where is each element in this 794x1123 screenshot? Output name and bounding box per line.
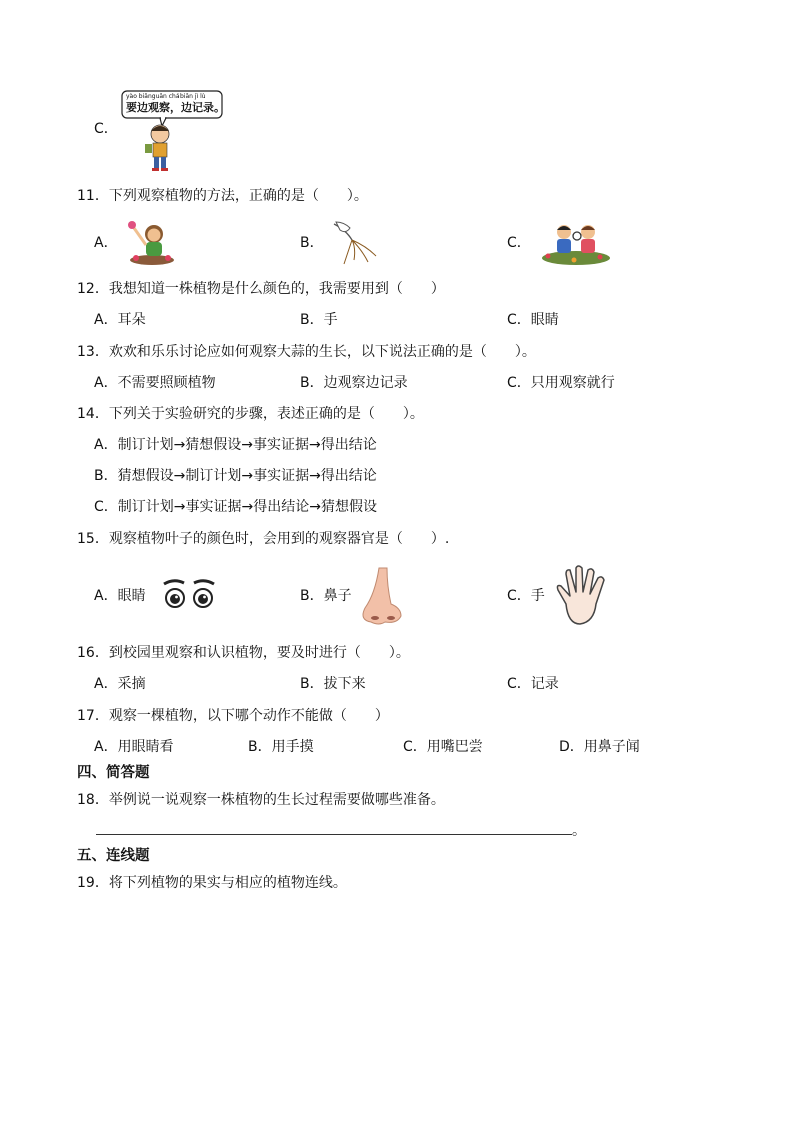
q11-option-b[interactable]: B． bbox=[300, 235, 324, 251]
q12-option-a[interactable]: A．耳朵 bbox=[94, 312, 146, 328]
q17-option-c[interactable]: C．用嘴巴尝 bbox=[403, 739, 483, 755]
q12-option-b[interactable]: B．手 bbox=[300, 312, 338, 328]
bubble-text: 要边观察，边记录。 bbox=[126, 101, 225, 114]
q15-stem: 15．观察植物叶子的颜色时，会用到的观察器官是（ ）. bbox=[77, 531, 450, 547]
q15-option-c[interactable]: C．手 bbox=[507, 588, 545, 604]
nose-figure bbox=[357, 566, 407, 632]
q13-option-a[interactable]: A．不需要照顾植物 bbox=[94, 375, 216, 391]
hand-pulling-plant-figure bbox=[326, 220, 382, 266]
q15-option-b[interactable]: B．鼻子 bbox=[300, 588, 352, 604]
q11-option-c[interactable]: C． bbox=[507, 235, 531, 251]
child-picking-flower-figure bbox=[124, 218, 178, 266]
q10-option-c-label[interactable]: C． bbox=[94, 121, 118, 137]
q11-option-a[interactable]: A． bbox=[94, 235, 118, 251]
q17-option-b[interactable]: B．用手摸 bbox=[248, 739, 314, 755]
q17-option-a[interactable]: A．用眼睛看 bbox=[94, 739, 174, 755]
bubble-pinyin-2: biān jì lù bbox=[180, 93, 206, 100]
q18-end-mark: 。 bbox=[572, 823, 586, 839]
q15-option-a[interactable]: A．眼睛 bbox=[94, 588, 146, 604]
q16-stem: 16．到校园里观察和认识植物，要及时进行（ ）。 bbox=[77, 645, 410, 661]
q19-stem: 19．将下列植物的果实与相应的植物连线。 bbox=[77, 875, 347, 891]
q14-option-b[interactable]: B．猜想假设→制订计划→事实证据→得出结论 bbox=[94, 468, 377, 484]
q12-option-c[interactable]: C．眼睛 bbox=[507, 312, 559, 328]
eyes-figure bbox=[162, 578, 218, 612]
q16-option-a[interactable]: A．采摘 bbox=[94, 676, 146, 692]
hand-figure bbox=[552, 564, 612, 630]
q14-option-c[interactable]: C．制订计划→事实证据→得出结论→猜想假设 bbox=[94, 499, 377, 515]
q17-option-d[interactable]: D．用鼻子闻 bbox=[559, 739, 640, 755]
q16-option-b[interactable]: B．拔下来 bbox=[300, 676, 366, 692]
q13-option-b[interactable]: B．边观察边记录 bbox=[300, 375, 408, 391]
q11-stem: 11．下列观察植物的方法，正确的是（ ）。 bbox=[77, 188, 368, 204]
q14-option-a[interactable]: A．制订计划→猜想假设→事实证据→得出结论 bbox=[94, 437, 377, 453]
bubble-pinyin-1: yào biānguān chá bbox=[126, 93, 180, 100]
q12-stem: 12．我想知道一株植物是什么颜色的，我需要用到（ ） bbox=[77, 281, 445, 297]
section-heading-short-answer: 四、简答题 bbox=[77, 765, 150, 781]
q14-stem: 14．下列关于实验研究的步骤，表述正确的是（ ）。 bbox=[77, 406, 424, 422]
q13-stem: 13．欢欢和乐乐讨论应如何观察大蒜的生长，以下说法正确的是（ ）。 bbox=[77, 344, 536, 360]
q18-stem: 18．举例说一说观察一株植物的生长过程需要做哪些准备。 bbox=[77, 792, 445, 808]
q13-option-c[interactable]: C．只用观察就行 bbox=[507, 375, 615, 391]
q18-answer-line[interactable] bbox=[96, 834, 572, 835]
children-with-magnifier-figure bbox=[540, 218, 612, 266]
q16-option-c[interactable]: C．记录 bbox=[507, 676, 559, 692]
section-heading-matching: 五、连线题 bbox=[77, 848, 150, 864]
q17-stem: 17．观察一棵植物，以下哪个动作不能做（ ） bbox=[77, 708, 389, 724]
